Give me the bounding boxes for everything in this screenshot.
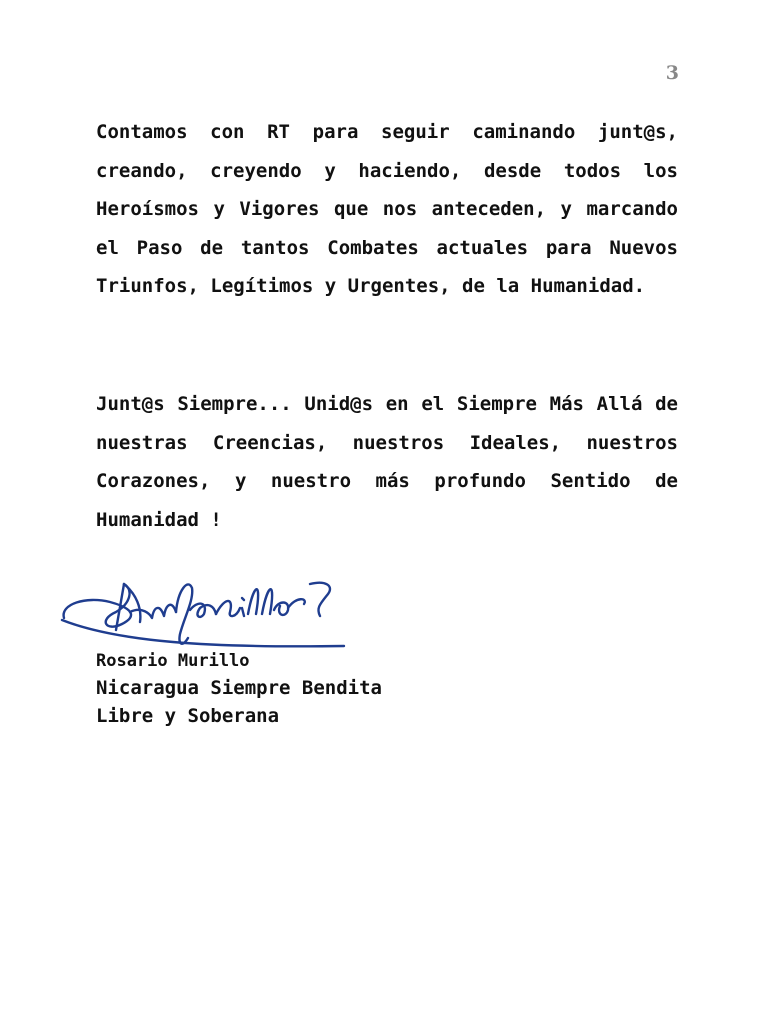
signoff-line-1: Nicaragua Siempre Bendita [96, 677, 382, 699]
signoff-line-2: Libre y Soberana [96, 705, 280, 727]
signer-name: Rosario Murillo [96, 651, 250, 671]
letter-paragraph-2 [96, 385, 678, 539]
signoff-block [96, 648, 382, 730]
letter-paragraph-1 [96, 113, 678, 306]
page-number: 3 [665, 62, 679, 84]
paragraph-text: Contamos con RT para seguir caminando junt@s, creando, creyendo y haciendo, desde todos los Heroísmos y Vigores que nos anteceden, y marcando el Paso de tantos Combates actuales para Nuevos Triunfos, Legítimos y Urgentes, de la Humanidad. [96, 121, 678, 298]
paragraph-text: Junt@s Siempre... Unid@s en el Siempre Más Allá de nuestras Creencias, nuestros Ideales, nuestros Corazones, y nuestro más profundo Sentido de Humanidad ! [96, 393, 678, 531]
